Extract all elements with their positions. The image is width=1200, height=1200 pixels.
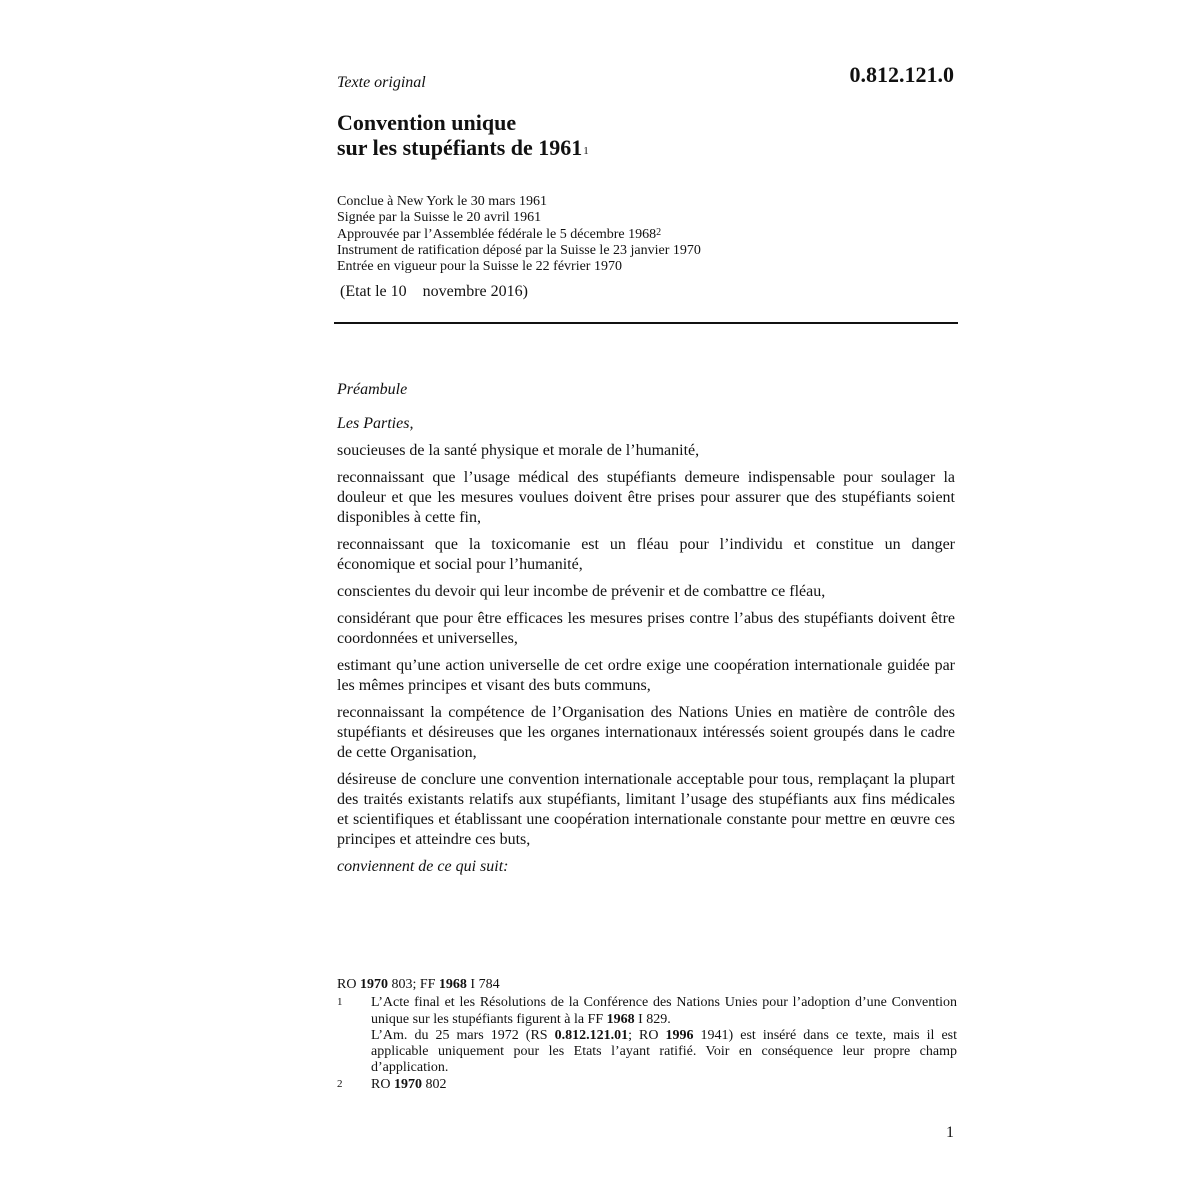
footnote-1-ro-year: 1996 — [665, 1027, 694, 1043]
preamble-paragraph: conscientes du devoir qui leur incombe de prévenir et de combattre ce fléau, — [337, 583, 826, 600]
preamble-section — [337, 380, 955, 884]
footnote-1-text-a: L’Acte final et les Résolutions de la Conférence des Nations Unies pour l’adoption d’une Convention unique sur les stupéfiants figurent à la FF — [371, 995, 957, 1027]
meta-approuvee-text: Approuvée par l’Assemblée fédérale le 5 décembre 1968 — [337, 226, 657, 242]
page-number: 1 — [946, 1124, 954, 1141]
preamble-paragraph: reconnaissant que l’usage médical des stupéfiants demeure indispensable pour soulager la douleur et que les mesures voulues doivent être prises pour assurer que des stupéfiants soient disponibles à cette fin, — [337, 469, 955, 526]
preamble-paragraph: reconnaissant la compétence de l’Organisation des Nations Unies en matière de contrôle des stupéfiants et désireuses que les organes internationaux intéressés soient groupés dans le cadre de cette Organisation, — [337, 704, 955, 761]
source-reference — [337, 977, 957, 993]
footnote-1-am-text-c: 1941) est inséré dans ce texte, mais il est applicable uniquement pour les Etats l’ayant ratifié. Voir en conséquence leur propre champ d’application. — [371, 1027, 957, 1076]
footnote-2-body — [371, 1077, 957, 1093]
texte-original-label: Texte original — [337, 74, 426, 91]
source-ro-year: 1970 — [359, 977, 388, 992]
title-line-1: Convention unique — [337, 110, 517, 135]
document-page — [337, 0, 957, 1200]
footnote-1-body — [371, 995, 957, 1076]
footnote-2-ro-page: 802 — [421, 1076, 447, 1092]
title-footnote-ref[interactable]: 1 — [583, 145, 589, 157]
footnote-1-am-text-a: L’Am. du 25 mars 1972 (RS — [371, 1027, 555, 1043]
footnote-1-para-1 — [371, 995, 957, 1028]
header-divider — [334, 322, 958, 324]
footnote-1-am-text-b: ; RO — [628, 1027, 666, 1043]
source-ro-label: RO — [337, 977, 360, 992]
document-title — [337, 110, 589, 160]
footnote-1 — [337, 995, 957, 1076]
footnote-1-para-2 — [371, 1028, 957, 1077]
title-line-2 — [337, 135, 589, 160]
meta-conclue: Conclue à New York le 30 mars 1961 — [337, 194, 547, 209]
parties-label: Les Parties, — [337, 415, 414, 432]
preamble-paragraph: estimant qu’une action universelle de cet ordre exige une coopération internationale guidée par les mêmes principes et visant des buts communs, — [337, 657, 955, 694]
preamble-paragraph: soucieuses de la santé physique et morale de l’humanité, — [337, 442, 700, 459]
footnote-1-number: 1 — [337, 996, 343, 1009]
source-ff-page: I 784 — [466, 977, 500, 992]
footnote-2 — [337, 1077, 957, 1093]
footnote-1-ff-year: 1968 — [606, 1011, 635, 1027]
preamble-heading: Préambule — [337, 381, 408, 398]
title-line-2-text: sur les stupéfiants de 1961 — [337, 135, 583, 160]
preamble-paragraph: considérant que pour être efficaces les mesures prises contre l’abus des stupéfiants doivent être coordonnées et universelles, — [337, 610, 955, 647]
footnote-2-number: 2 — [337, 1077, 343, 1090]
footnote-2-ro-label: RO — [371, 1076, 394, 1092]
meta-approuvee — [337, 227, 701, 243]
meta-ratification: Instrument de ratification déposé par la Suisse le 23 janvier 1970 — [337, 242, 701, 258]
source-ff-year: 1968 — [438, 977, 467, 992]
meta-signee: Signée par la Suisse le 20 avril 1961 — [337, 210, 542, 226]
footnote-1-rs-number: 0.812.121.01 — [554, 1027, 629, 1043]
adoption-metadata — [337, 194, 701, 275]
rs-number: 0.812.121.0 — [849, 62, 954, 87]
footnotes-section — [337, 977, 957, 1093]
source-ro-page: 803; FF — [387, 977, 439, 992]
etat-date: (Etat le 10 novembre 2016) — [340, 283, 528, 300]
approval-footnote-ref[interactable]: 2 — [656, 226, 662, 238]
meta-entree-en-vigueur: Entrée en vigueur pour la Suisse le 22 février 1970 — [337, 259, 622, 275]
preamble-paragraph: reconnaissant que la toxicomanie est un fléau pour l’individu et constitue un danger économique et social pour l’humanité, — [337, 536, 955, 573]
footnote-2-ro-year: 1970 — [393, 1076, 422, 1092]
preamble-closing: conviennent de ce qui suit: — [337, 858, 509, 875]
footnote-1-text-b: I 829. — [634, 1011, 671, 1027]
preamble-paragraph: désireuse de conclure une convention internationale acceptable pour tous, remplaçant la plupart des traités existants relatifs aux stupéfiants, limitant l’usage des stupéfiants aux fins médicales et scientifiques et établissant une coopération internationale constante pour mettre en œuvre ces principes et atteindre ces buts, — [337, 771, 955, 848]
